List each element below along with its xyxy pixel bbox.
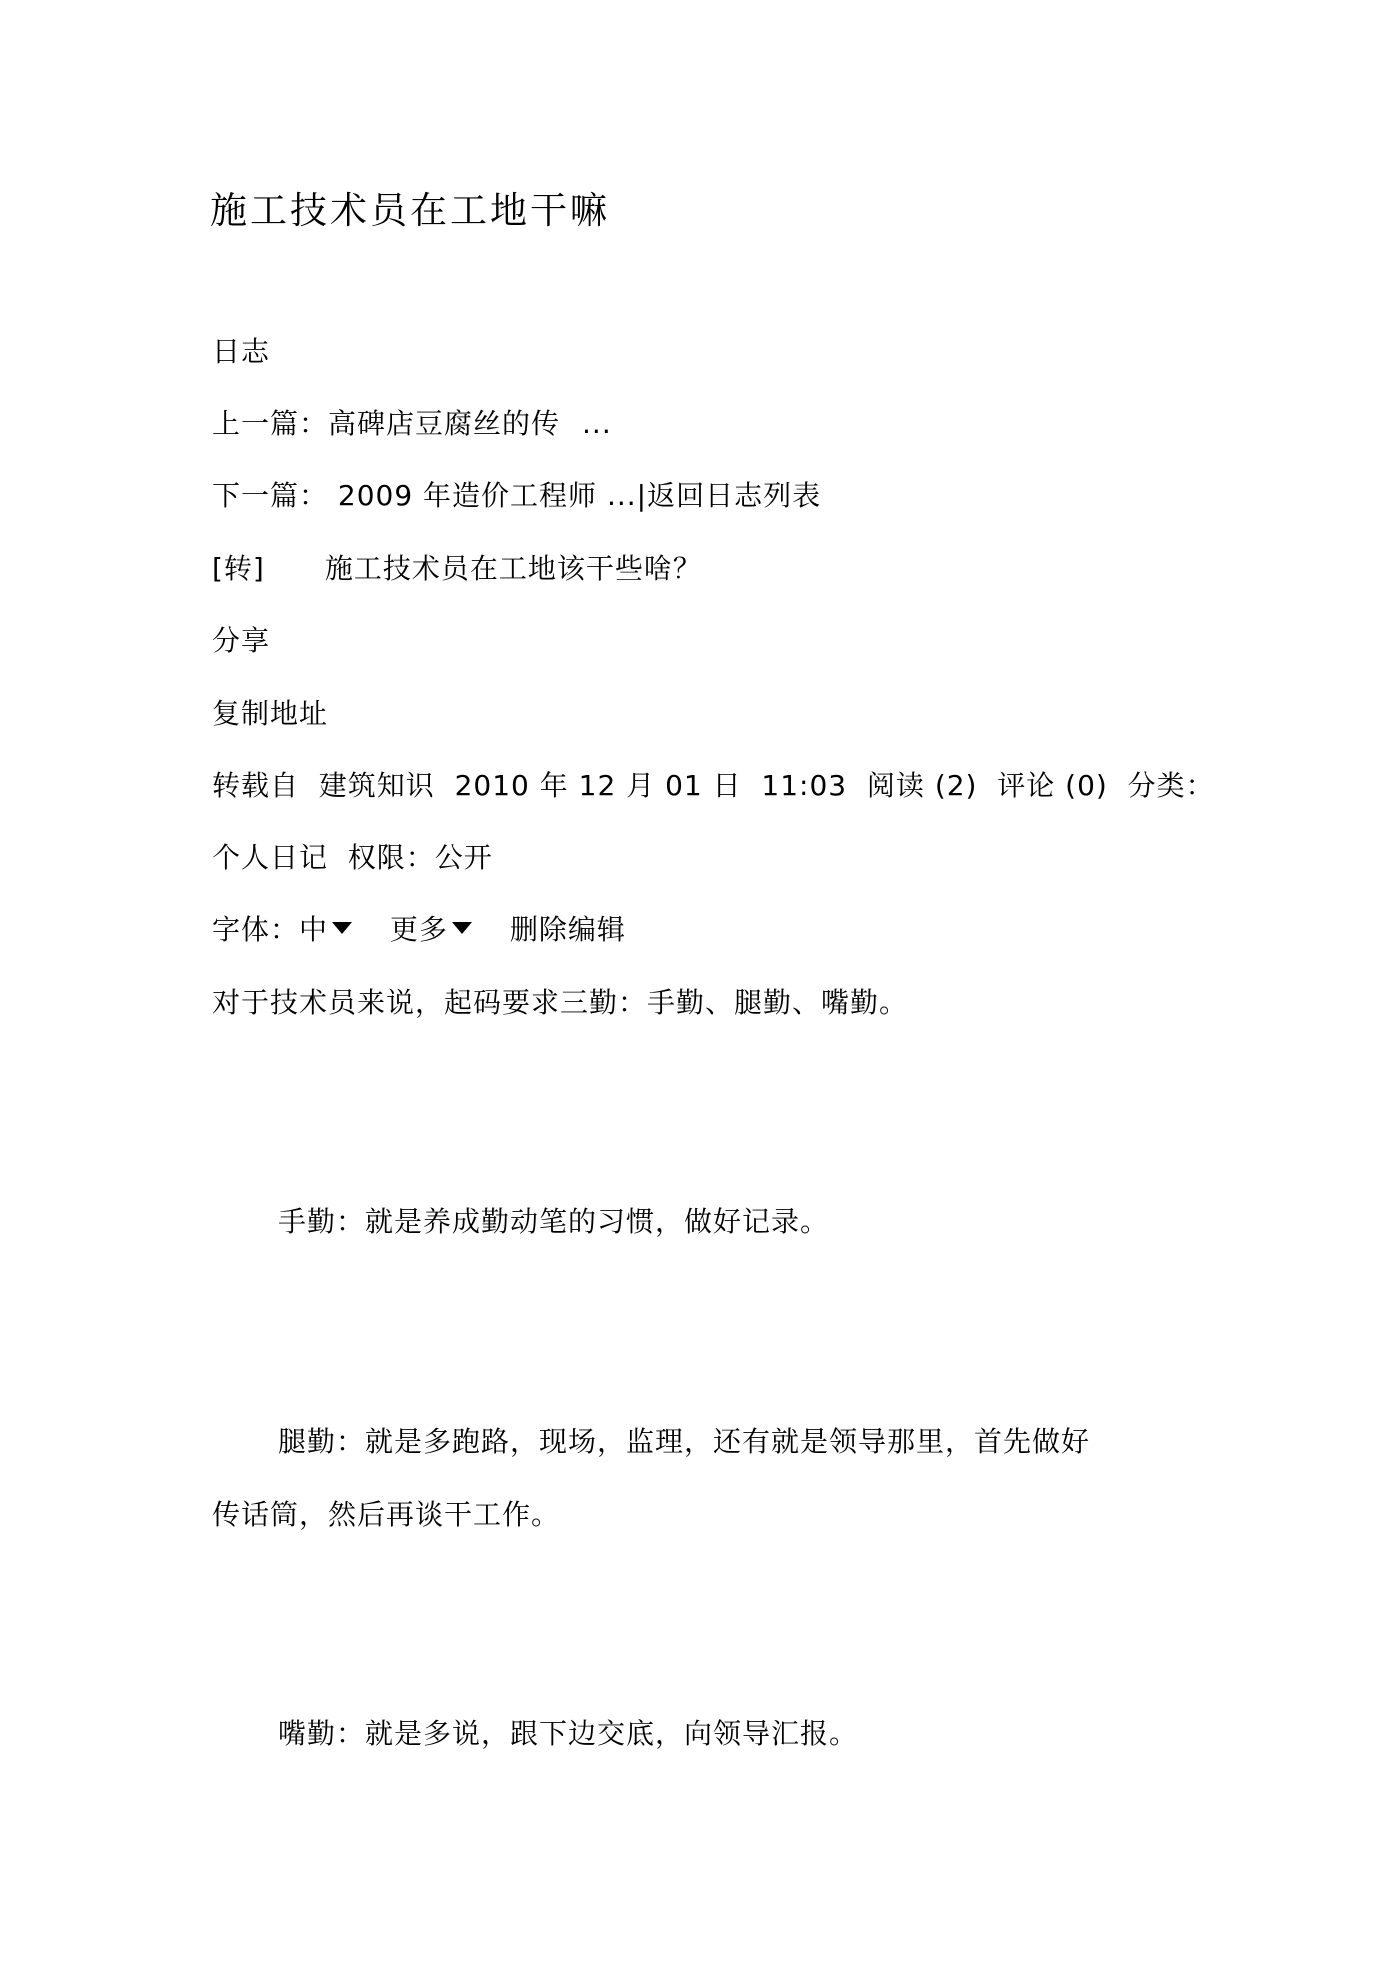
intro-paragraph: 对于技术员来说，起码要求三勤：手勤、腿勤、嘴勤。	[212, 986, 909, 1019]
prev-post-link[interactable]: 上一篇：高碑店豆腐丝的传	[212, 407, 561, 440]
page-title: 施工技术员在工地干嘛	[210, 189, 610, 232]
prev-post-line[interactable]	[212, 406, 612, 442]
delete-edit-link[interactable]: 删除编辑	[509, 913, 626, 946]
hand-paragraph: 手勤：就是养成勤动笔的习惯，做好记录。	[278, 1205, 830, 1238]
more-dropdown[interactable]	[390, 913, 472, 946]
back-to-list-link[interactable]: |返回日志列表	[636, 479, 822, 512]
category-label: 日志	[212, 335, 271, 368]
mouth-paragraph: 嘴勤：就是多说，跟下边交底，向领导汇报。	[278, 1717, 859, 1750]
post-meta-line2: 个人日记 权限：公开	[212, 841, 493, 874]
post-toolbar	[212, 912, 626, 948]
post-meta-line1: 转载自 建筑知识 2010 年 12 月 01 日 11:03 阅读 (2) 评论 (0) 分类：	[212, 769, 1215, 802]
font-size-label: 字体：中	[212, 913, 329, 946]
prev-post-ellipsis: ...	[582, 407, 612, 440]
share-link[interactable]: 分享	[212, 624, 271, 657]
copy-address-link[interactable]: 复制地址	[212, 697, 329, 730]
leg-paragraph-line1: 腿勤：就是多跑路，现场，监理，还有就是领导那里，首先做好	[278, 1425, 1091, 1458]
post-title: 施工技术员在工地该干些啥？	[324, 552, 702, 585]
leg-paragraph-line2: 传话筒，然后再谈干工作。	[212, 1498, 561, 1531]
post-heading	[212, 551, 702, 587]
more-label: 更多	[389, 913, 448, 946]
chevron-down-icon	[332, 922, 352, 934]
font-size-dropdown[interactable]	[212, 913, 352, 946]
next-post-line	[212, 478, 821, 514]
chevron-down-icon	[452, 922, 472, 934]
next-post-link[interactable]: 下一篇： 2009 年造价工程师 ...	[212, 479, 637, 512]
repost-tag: [转]	[212, 552, 265, 585]
